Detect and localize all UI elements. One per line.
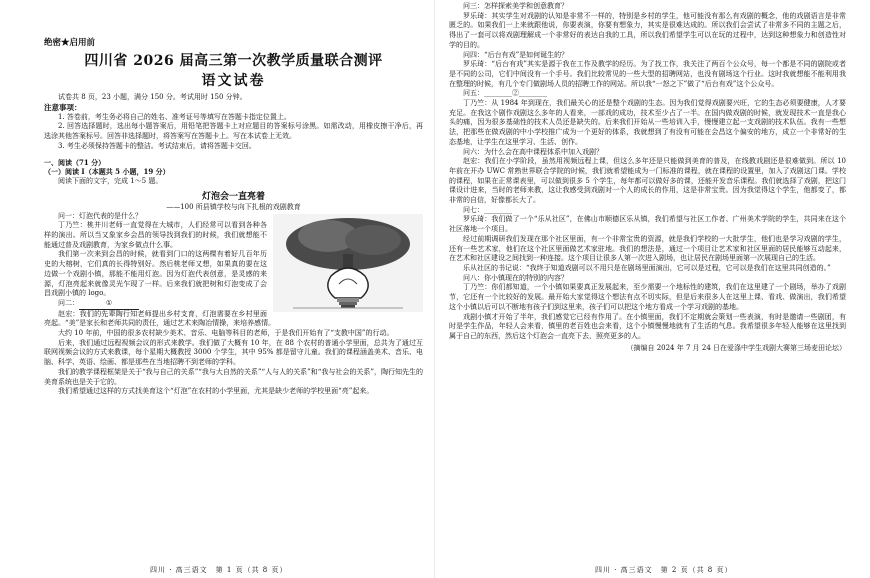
paragraph: 大约 10 年前，中国的很多农村缺少美术、音乐、电脑等科目的老师，于是我们开始有了“支教中国”的行动。 <box>58 329 394 338</box>
tree-lightbulb-illustration <box>273 214 423 312</box>
paragraph: 问三：怎样探索美学和创意教育？ <box>463 2 568 10</box>
question-blank-2: 问五：________②________ <box>463 89 547 98</box>
left-column <box>44 36 423 397</box>
confidential-label: 绝密★启用前 <box>44 38 96 48</box>
exam-subtitle: 语文试卷 <box>201 73 266 89</box>
article-subtitle: ——100 所县镇学校与向下扎根的戏剧教育 <box>166 202 301 211</box>
section-heading: 一、阅读（71 分） <box>44 157 106 167</box>
paragraph: 罗乐琦：我们做了一个“乐从社区”，在佛山市顺德区乐从镇，我们希望与社区工作者、广州美术学院的学生，共同来在这个社区落地一个项目。 <box>449 215 846 234</box>
paragraph: 乐从社区的书记说：“我终于知道戏剧可以不用只是在剧场里面演出，它可以是过程，它可以是我们在这里共同创造的。” <box>463 263 831 272</box>
paragraph: 丁乃竺：你们都知道，一个小镇如果要真正发展起来，至少需要一个地标性的建筑，我们在这里建了一个剧场，举办了戏剧节，它还有一个比较好的发展。最开始大家觉得这个想法有点不切实际，但是后来很多人在这里上课、看戏、做演出，我们希望这个小镇以后可以不断地有孩子们到这里来，孩子们可以把这个地方看成一个学习戏剧的基地。 <box>449 283 846 311</box>
note-item: 2. 回答选择题时，选出每小题答案后，用铅笔把答题卡上对应题目的答案标号涂黑。如需改动，用橡皮擦干净后，再选涂其他答案标号。回答非选择题时，将答案写在答题卡上。写在本试卷上无效。 <box>44 122 423 141</box>
paragraph: 罗乐琦：“后台有戏”其实是源于我在工作及教学的经历。为了找工作，我关注了两百个公众号，每一个都是不同的剧院或者是不同的公司，它们中间没有一个手号。我们比较常见的一些大型的招聘网站，也没有剧场这个行业。这时我就想能不能利用我在整理的时候，有几个专门做剧场人员的招聘工作的网站。所以我“一怒之下”做了“后台有戏”这个公众号。 <box>449 60 846 88</box>
paragraph: 赵宏：我们在小学阶段，虽然用视频远程上课，但这么多年还是只能做到美育的普及，在线教戏剧还是很难做到。所以 10 年前在开办 UWC 常熟世界联合学院的时候，我们就希望能成为一门标准的课程，就在课程的设置里，加入了戏剧这门课。学校的课程，如果在正常课表里，可以做到很多 5 个学生，每年都可以做好多的课，还能开发音乐课程。我们就选择了戏剧，把这门课设计进来，当时的老师来教，这让我感受到戏剧对一个人的成长的作用，这是非常宝贵。因为我觉得这个学生，他都变了，都非常的自信，好像都长大了。 <box>449 157 846 205</box>
article-title: 灯泡会一直亮着 <box>201 191 265 202</box>
paragraph: 罗乐琦：其实学生对戏剧的认知是非常不一样的，特别是乡村的学生，他可能没有那么有戏剧的概念，他的戏剧语言是非常匮乏的。如果我们一上来就跟他说，你要表演，你要有想象力，其实是很难达成的。所以我们会尝试了非常多不同的主题之后，得出了一套可以将戏剧理解成一个非常好的表达自我的工具，所以我们希望学生可以在玩的过程中，达到这种想象力和创造性对学的目的。 <box>449 11 846 49</box>
paragraph: 问八：你小镇现在的特别的内容？ <box>463 273 568 282</box>
paragraph: 丁乃竺：桃井川老师一直觉得在大城市，人们经常可以看到各种各样的演出。所以当又象家乡会昌的领导找到我们的时候，我们就想能不能通过普及戏剧教育，为家乡做点什么事。 <box>44 221 267 249</box>
notes-heading: 注意事项： <box>44 102 82 112</box>
right-column <box>449 2 846 353</box>
paragraph: 经过前期调研我们发现在那个社区里面，有一个非常宝贵的资源，就是我们学校的一大批学生，他们也是学习戏剧的学生，还有一些艺术家，他们在这个社区里面做艺术家驻地。我们的想法是，通过一个项目让艺术家和社区里面的居民能够互动起来，在艺术和社区建设之间找到一种连接。这个项目让很多人第一次进入剧场，也让居民在剧场里面第一次展现自己的生活。 <box>449 234 846 263</box>
paragraph: 戏剧小镇才开始了半年，我们感觉它已经有作用了。在小镇里面，我们不定期就会策划一些表演，有时是邀请一些剧团，有时是学生作品，年轻人会来看，镇里的老百姓也会来看，这个小镇慢慢地就有了生活的气息。我希望很多年轻人能够在这里找到属于自己的东西，然后这个灯泡会一直亮下去，照亮更多的人。 <box>449 312 846 340</box>
paragraph: 丁乃竺：从 1984 年到现在，我们最关心的还是整个戏剧的生态。因为我们觉得戏剧要兴旺，它的生态必须要健康，人才要充足。在我这个剧作戏剧这么多年的人看来，一部戏的成功，技术至少占了一半。在国内做戏剧的时候，就发现技术一直是我心头的痛，因为很多基础性的技术人员还是缺失的。后来我们开始从一些培训入手，慢慢建立起一支戏剧的技术队伍。我有一些想法，把那些在做戏剧的中小学校推广成为一个更好的体系，我就想到了有没有可能在会昌这个偏安的地方，成立一个非常好的生态基地，让学生在这里学习、生活、创作。 <box>449 99 846 146</box>
note-item: 1. 答卷前，考生务必将自己的姓名、准考证号等填写在答题卡指定位置上。 <box>58 112 291 121</box>
paragraph: 问二： <box>58 298 79 307</box>
page-footer: 四川 · 高三语文 第 1 页（共 8 页） <box>150 566 288 574</box>
paragraph: 我们的教学课程框架是关于“我与自己的关系”“我与大自然的关系”“人与人的关系”和“我与社会的关系”，陶行知先生的美育系统也是关于它的。 <box>44 367 423 386</box>
paragraph: 问四：“后台有戏”是如何诞生的？ <box>463 50 569 59</box>
paragraph: 我们希望通过这样的方式找美育这个“灯泡”在农村的小学里面，尤其是缺少老师的学校里面“亮”起来。 <box>58 387 374 396</box>
reading-instruction: 阅读下面的文字，完成 1～5 题。 <box>58 176 163 185</box>
paragraph: 问六：为什么会在高中课程体系中加入戏剧？ <box>463 147 603 156</box>
paragraph: 问一：灯泡代表的是什么？ <box>58 211 142 220</box>
exam-info: 试卷共 8 页，23 小题，满分 150 分。考试用时 150 分钟。 <box>58 93 247 101</box>
right-page <box>435 0 870 578</box>
paragraph: 后来，我们通过远程视频会议的形式来教学。我们做了大概有 10 年，在 88 个农村的普通小学里面，总共为了通过互联网视频会议的方式来教课，每个星期大概教授 3000 个学生，其中 95% 都是留守儿童。我们的课程涵盖美术、音乐、电脑、科学、英语、绘画、都是那些在当地招聘不到老师的学科。 <box>44 338 423 367</box>
article-body <box>44 212 423 397</box>
answer-blank-1: ① <box>79 299 139 310</box>
question-blank-3: 问七：________ <box>463 205 512 214</box>
subsection-heading: （一）阅读 I（本题共 5 小题，19 分） <box>44 167 170 177</box>
article-source: （摘编自 2024 年 7 月 24 日在爱涤中学生戏剧大赛第三场麦田论坛） <box>626 343 846 352</box>
page-footer: 四川 · 高三语文 第 2 页（共 8 页） <box>595 566 733 574</box>
exam-title: 四川省 2026 届高三第一次教学质量联合测评 <box>84 53 383 69</box>
paragraph: 我们第一次来到会昌的时候，就看到门口的这两棵有着好几百年历史的大榕树，它们真的长得特别好。然后桃老师又想，如果真的要在这边做一个戏剧小镇，那能不能用灯泡。因为灯泡代表创意，是灵感的来源，灯泡亮起来就像灵光乍现了一样。后来我们就把树和灯泡变成了会昌戏剧小镇的 logo。 <box>44 250 267 298</box>
paragraph: 赵宏：我们的先辈陶行知老师提出乡村支育，灯泡需要在乡村里面亮起。“美”是家长和老师共同的责任，通过艺术来陶冶情操，来培养感情。 <box>44 309 276 328</box>
note-item: 3. 考生必须保持答题卡的整洁。考试结束后，请将答题卡交回。 <box>58 141 256 150</box>
